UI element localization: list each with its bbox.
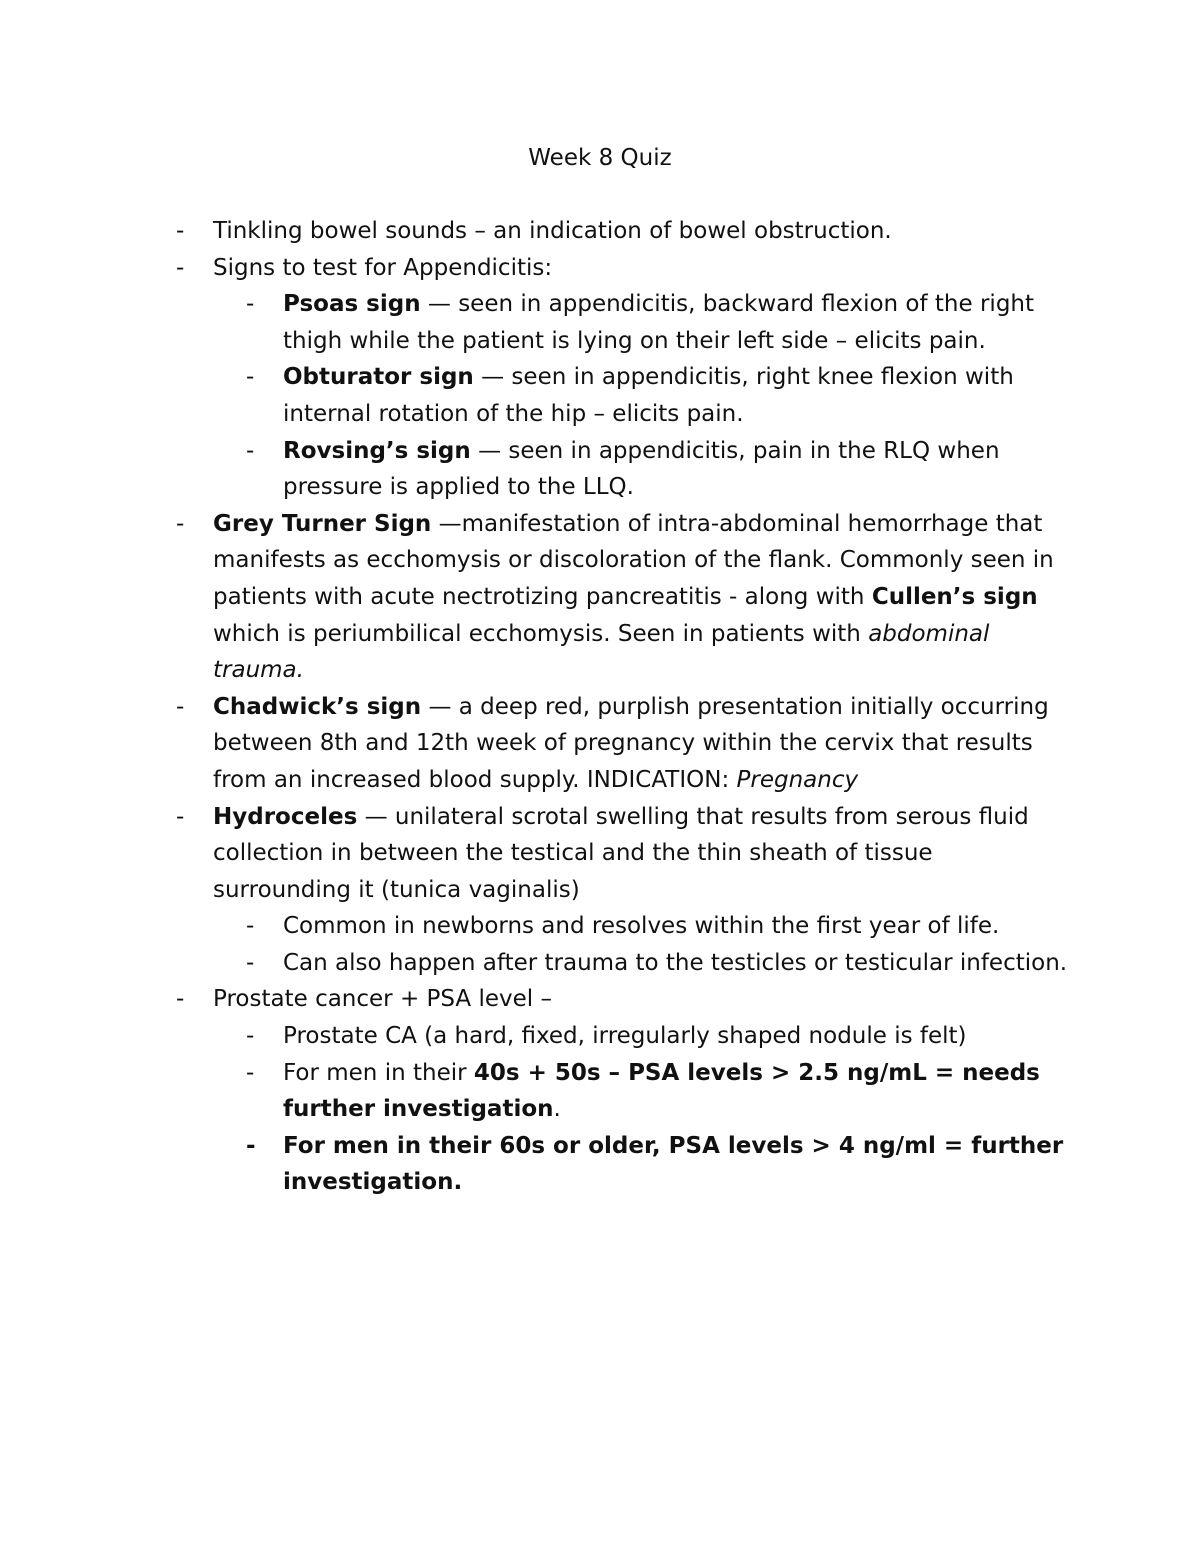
list-item-text [283, 291, 1034, 354]
text-run: — seen in appendicitis, backward flexion of the right thigh while the patient is lying on their left side – elicits pain. [283, 291, 1035, 354]
bullet-dash: - [176, 803, 185, 830]
bold-term: Psoas sign [283, 291, 421, 318]
list-item-text [283, 1133, 1063, 1196]
text-run: which is periumbilical ecchomysis. Seen in patients with [213, 620, 869, 647]
list-item [0, 689, 1075, 799]
bold-term: Grey Turner Sign [213, 510, 432, 537]
page-title: Week 8 Quiz [528, 145, 672, 171]
list-item-text [213, 511, 1054, 683]
list-item-text [213, 218, 892, 244]
text-run: Prostate CA (a hard, fixed, irregularly shaped nodule is felt) [283, 1023, 967, 1050]
sub-list-item [0, 1128, 1075, 1201]
list-item-text [213, 694, 1049, 793]
notes-list [0, 213, 1200, 1201]
bold-term: Rovsing’s sign [283, 437, 471, 464]
list-item-text [213, 255, 552, 281]
list-item-text [283, 438, 1000, 501]
sub-list-item [0, 1055, 1075, 1128]
italic-text: abdominal trauma. [213, 620, 990, 684]
sub-list-item [0, 286, 1075, 359]
bullet-dash: - [246, 1132, 256, 1159]
bullet-dash: - [176, 510, 185, 537]
text-run: Signs to test for Appendicitis: [213, 254, 553, 281]
list-item-text [213, 986, 552, 1012]
list-item [0, 799, 1075, 909]
list-item [0, 981, 1075, 1018]
sub-list-item [0, 359, 1075, 432]
bold-term: Cullen’s sign [871, 583, 1038, 610]
text-run: For men in their [283, 1059, 474, 1086]
text-run: Tinkling bowel sounds – an indication of bowel obstruction. [213, 218, 892, 244]
bullet-dash: - [246, 1059, 255, 1086]
list-item [0, 213, 1075, 250]
text-run: — unilateral scrotal swelling that results from serous fluid collection in between the testical and the thin sheath of tissue surrounding it (tunica vaginalis) [213, 803, 1029, 903]
list-item [0, 250, 1075, 287]
bullet-dash: - [246, 364, 255, 391]
list-item [0, 506, 1075, 689]
text-run: — seen in appendicitis, right knee flexion with internal rotation of the hip – elicits pain. [283, 364, 1014, 427]
sub-list-item [0, 1018, 1075, 1055]
list-item-text [283, 1060, 1040, 1123]
bold-term: Chadwick’s sign [213, 693, 422, 720]
text-run: —manifestation of intra-abdominal hemorrhage that manifests as ecchomysis or discoloration of the flank. Commonly seen in patients with acute nectrotizing pancreatitis - along with [213, 510, 1054, 610]
list-item-text [283, 1023, 967, 1049]
list-item-text [213, 804, 1029, 903]
bullet-dash: - [246, 437, 255, 464]
list-item-text [283, 913, 999, 939]
bullet-dash: - [176, 986, 185, 1013]
bullet-dash: - [246, 1023, 255, 1050]
bullet-dash: - [176, 693, 185, 720]
text-run: . [553, 1096, 561, 1123]
sub-list-item [0, 433, 1075, 506]
bold-term: Obturator sign [283, 364, 474, 391]
text-run: Prostate cancer + PSA level – [213, 986, 552, 1013]
text-run: — seen in appendicitis, pain in the RLQ when pressure is applied to the LLQ. [283, 437, 1000, 501]
bullet-dash: - [246, 291, 255, 318]
text-run: Common in newborns and resolves within the first year of life. [283, 913, 1000, 940]
sub-list-item [0, 908, 1075, 945]
list-item-text [283, 950, 1067, 976]
text-run: — a deep red, purplish presentation initially occurring between 8th and 12th week of pregnancy within the cervix that results from an increased blood supply. INDICATION: [213, 693, 1049, 793]
text-run: Can also happen after trauma to the testicles or testicular infection. [283, 949, 1068, 976]
bullet-dash: - [246, 949, 255, 976]
bold-term: For men in their 60s or older, PSA levels > 4 ng/ml = further investigation. [283, 1132, 1064, 1196]
bullet-dash: - [176, 254, 185, 281]
bullet-dash: - [176, 218, 185, 244]
bullet-dash: - [246, 913, 255, 940]
bold-term: 40s + 50s – PSA levels > 2.5 ng/mL = needs further investigation [283, 1059, 1040, 1123]
italic-text: Pregnancy [736, 766, 859, 793]
bold-term: Hydroceles [213, 803, 358, 830]
sub-list-item [0, 945, 1075, 982]
list-item-text [283, 364, 1014, 427]
